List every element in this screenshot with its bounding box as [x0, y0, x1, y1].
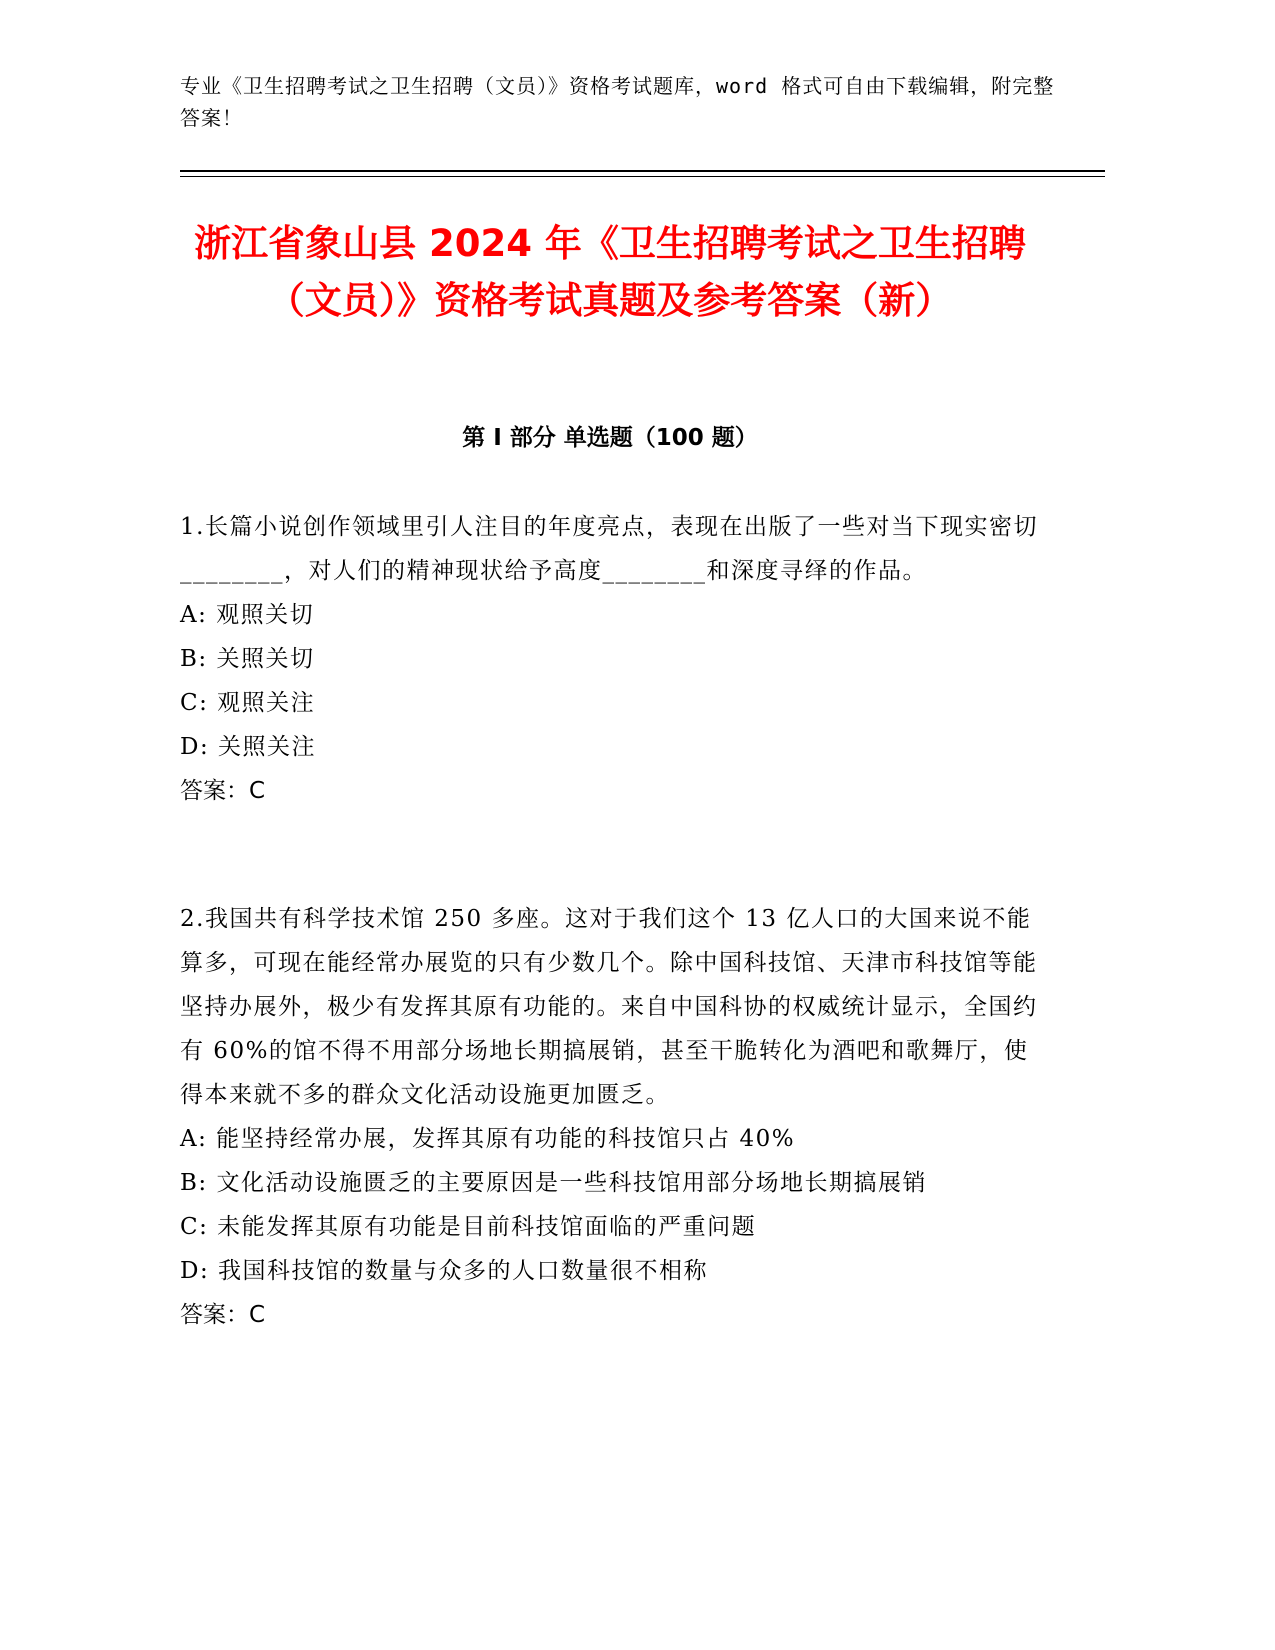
question-2-option-c: C: 未能发挥其原有功能是目前科技馆面临的严重问题	[180, 1214, 757, 1240]
question-1-option-b: B: 关照关切	[180, 646, 315, 672]
question-1-option-d: D: 关照关注	[180, 734, 317, 760]
header-rule-thick	[180, 170, 1105, 172]
section-title: 第 I 部分 单选题（100 题）	[462, 425, 758, 451]
question-1-text: 1.长篇小说创作领域里引人注目的年度亮点，表现在出版了一些对当下现实密切________，对人们的精神现状给予高度________和深度寻绎的作品。	[180, 514, 1038, 584]
question-2-option-a: A: 能坚持经常办展，发挥其原有功能的科技馆只占 40%	[180, 1126, 796, 1152]
question-1-option-a: A: 观照关切	[180, 602, 315, 628]
document-title: 浙江省象山县 2024 年《卫生招聘考试之卫生招聘（文员）》资格考试真题及参考答案（新）	[194, 222, 1026, 322]
question-1	[180, 505, 1040, 813]
question-2-text: 2.我国共有科学技术馆 250 多座。这对于我们这个 13 亿人口的大国来说不能算多，可现在能经常办展览的只有少数几个。除中国科技馆、天津市科技馆等能坚持办展外，极少有发挥其原有功能的。来自中国科协的权威统计显示，全国约有 60%的馆不得不用部分场地长期搞展销，甚至干脆转化为酒吧和歌舞厅，使得本来就不多的群众文化活动设施更加匮乏。	[180, 906, 1038, 1108]
question-2-option-d: D: 我国科技馆的数量与众多的人口数量很不相称	[180, 1258, 709, 1284]
question-2-answer: 答案：C	[180, 1302, 266, 1328]
question-2-option-b: B: 文化活动设施匮乏的主要原因是一些科技馆用部分场地长期搞展销	[180, 1170, 927, 1196]
question-2	[180, 897, 1040, 1337]
header-rule-thin	[180, 176, 1105, 177]
question-1-answer: 答案：C	[180, 778, 266, 804]
page-header: 专业《卫生招聘考试之卫生招聘（文员）》资格考试题库，word 格式可自由下载编辑，附完整答案！	[180, 74, 1055, 130]
question-1-option-c: C: 观照关注	[180, 690, 316, 716]
